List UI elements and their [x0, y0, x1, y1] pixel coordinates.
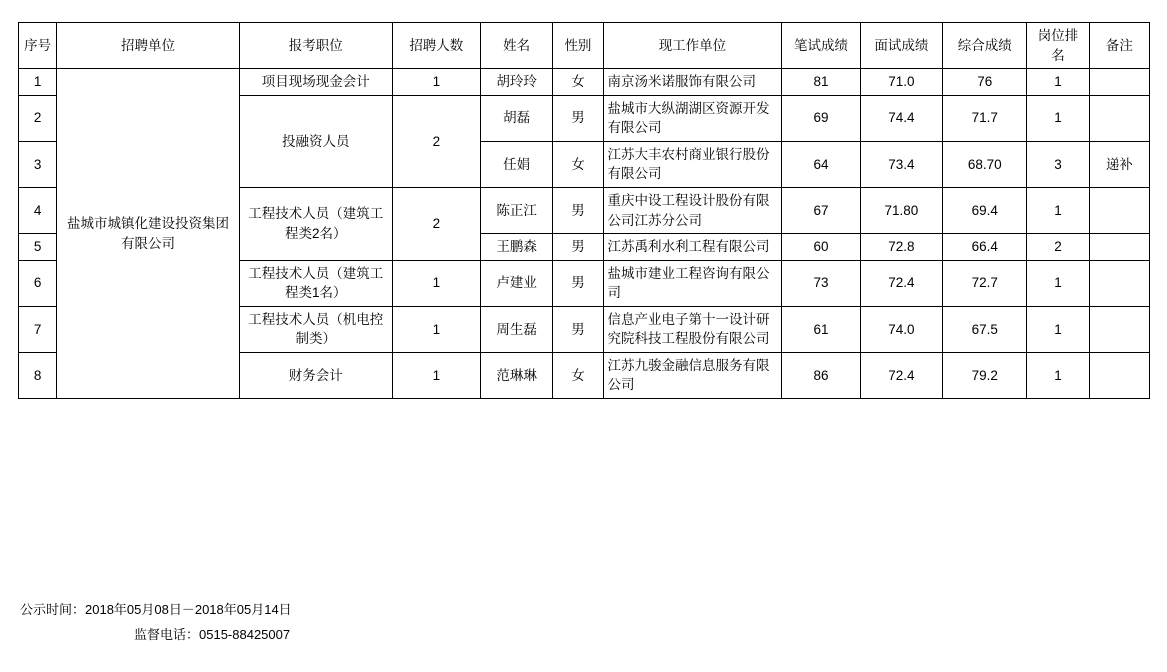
cell-sex: 男: [553, 260, 603, 306]
cell-work: 江苏大丰农村商业银行股份有限公司: [603, 141, 782, 187]
cell-written: 86: [782, 352, 860, 398]
header-num: 招聘人数: [392, 23, 480, 69]
table-row: [19, 69, 1150, 96]
cell-written: 61: [782, 306, 860, 352]
table-body: [19, 69, 1150, 399]
cell-work: 南京汤米诺服饰有限公司: [603, 69, 782, 96]
recruitment-results-table: [18, 22, 1150, 399]
cell-total: 72.7: [943, 260, 1027, 306]
header-seq: 序号: [19, 23, 57, 69]
cell-seq: 8: [19, 352, 57, 398]
cell-sex: 男: [553, 234, 603, 261]
header-sex: 性别: [553, 23, 603, 69]
cell-note: [1089, 352, 1149, 398]
cell-total: 71.7: [943, 95, 1027, 141]
cell-post: 工程技术人员（建筑工程类2名）: [239, 187, 392, 260]
header-total: 综合成绩: [943, 23, 1027, 69]
cell-total: 79.2: [943, 352, 1027, 398]
cell-name: 王鹏森: [481, 234, 553, 261]
cell-rank: 1: [1027, 352, 1089, 398]
cell-post: 投融资人员: [239, 95, 392, 187]
cell-work: 重庆中设工程设计股份有限公司江苏分公司: [603, 187, 782, 233]
cell-written: 60: [782, 234, 860, 261]
cell-post: 工程技术人员（机电控制类）: [239, 306, 392, 352]
cell-work: 江苏禹利水利工程有限公司: [603, 234, 782, 261]
header-interview: 面试成绩: [860, 23, 942, 69]
cell-total: 66.4: [943, 234, 1027, 261]
cell-work: 江苏九骏金融信息服务有限公司: [603, 352, 782, 398]
cell-rank: 2: [1027, 234, 1089, 261]
header-work: 现工作单位: [603, 23, 782, 69]
cell-sex: 女: [553, 69, 603, 96]
cell-post: 财务会计: [239, 352, 392, 398]
header-post: 报考职位: [239, 23, 392, 69]
cell-written: 69: [782, 95, 860, 141]
cell-num: 1: [392, 260, 480, 306]
cell-interview: 71.80: [860, 187, 942, 233]
cell-rank: 1: [1027, 187, 1089, 233]
results-sheet: [18, 22, 1150, 399]
cell-note: [1089, 306, 1149, 352]
cell-total: 76: [943, 69, 1027, 96]
cell-name: 任娟: [481, 141, 553, 187]
cell-note: [1089, 187, 1149, 233]
cell-seq: 1: [19, 69, 57, 96]
cell-sex: 男: [553, 306, 603, 352]
header-unit: 招聘单位: [57, 23, 240, 69]
publish-time: 公示时间：2018年05月08日－2018年05月14日: [20, 602, 292, 617]
cell-post: 项目现场现金会计: [239, 69, 392, 96]
cell-note: [1089, 260, 1149, 306]
cell-num: 1: [392, 352, 480, 398]
cell-interview: 73.4: [860, 141, 942, 187]
cell-written: 81: [782, 69, 860, 96]
cell-interview: 74.0: [860, 306, 942, 352]
cell-seq: 3: [19, 141, 57, 187]
header-written: 笔试成绩: [782, 23, 860, 69]
cell-num: 2: [392, 95, 480, 187]
cell-note: [1089, 234, 1149, 261]
cell-total: 68.70: [943, 141, 1027, 187]
cell-note: [1089, 95, 1149, 141]
cell-rank: 1: [1027, 306, 1089, 352]
cell-sex: 男: [553, 187, 603, 233]
cell-num: 1: [392, 69, 480, 96]
cell-sex: 男: [553, 95, 603, 141]
supervise-phone: 监督电话：0515-88425007: [134, 626, 291, 642]
cell-seq: 4: [19, 187, 57, 233]
cell-seq: 6: [19, 260, 57, 306]
footer-notes: [20, 598, 920, 647]
cell-unit: 盐城市城镇化建设投资集团有限公司: [57, 69, 240, 399]
cell-total: 67.5: [943, 306, 1027, 352]
header-rank: 岗位排名: [1027, 23, 1089, 69]
cell-num: 2: [392, 187, 480, 260]
cell-interview: 72.4: [860, 352, 942, 398]
cell-name: 陈正江: [481, 187, 553, 233]
header-note: 备注: [1089, 23, 1149, 69]
cell-work: 信息产业电子第十一设计研究院科技工程股份有限公司: [603, 306, 782, 352]
cell-sex: 女: [553, 141, 603, 187]
cell-seq: 2: [19, 95, 57, 141]
cell-written: 73: [782, 260, 860, 306]
cell-seq: 7: [19, 306, 57, 352]
cell-interview: 72.8: [860, 234, 942, 261]
cell-written: 67: [782, 187, 860, 233]
cell-rank: 1: [1027, 95, 1089, 141]
cell-name: 范琳琳: [481, 352, 553, 398]
cell-post: 工程技术人员（建筑工程类1名）: [239, 260, 392, 306]
cell-seq: 5: [19, 234, 57, 261]
cell-name: 胡磊: [481, 95, 553, 141]
cell-work: 盐城市建业工程咨询有限公司: [603, 260, 782, 306]
cell-rank: 1: [1027, 260, 1089, 306]
cell-name: 卢建业: [481, 260, 553, 306]
header-name: 姓名: [481, 23, 553, 69]
cell-name: 周生磊: [481, 306, 553, 352]
cell-work: 盐城市大纵湖湖区资源开发有限公司: [603, 95, 782, 141]
cell-rank: 1: [1027, 69, 1089, 96]
cell-sex: 女: [553, 352, 603, 398]
cell-written: 64: [782, 141, 860, 187]
cell-interview: 71.0: [860, 69, 942, 96]
cell-total: 69.4: [943, 187, 1027, 233]
cell-num: 1: [392, 306, 480, 352]
cell-interview: 72.4: [860, 260, 942, 306]
cell-note: [1089, 69, 1149, 96]
cell-rank: 3: [1027, 141, 1089, 187]
cell-interview: 74.4: [860, 95, 942, 141]
table-header-row: [19, 23, 1150, 69]
cell-note: 递补: [1089, 141, 1149, 187]
cell-name: 胡玲玲: [481, 69, 553, 96]
